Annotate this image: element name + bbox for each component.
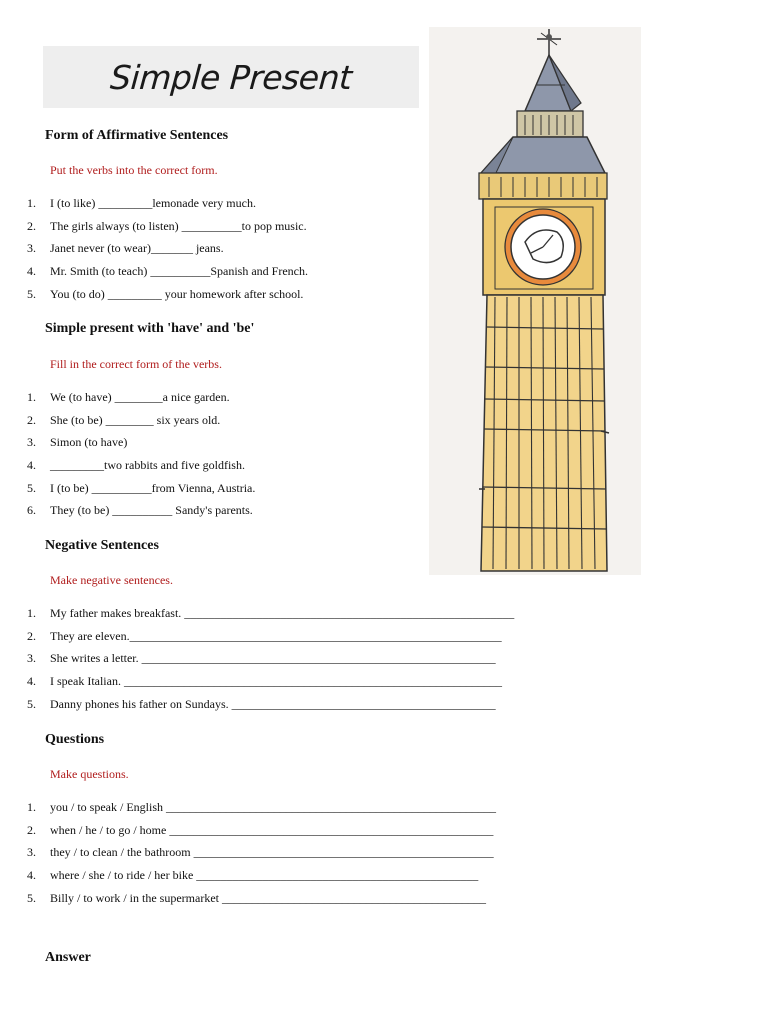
item-text: when / he / to go / home ______________________________________________________ (50, 822, 494, 837)
big-ben-icon (429, 27, 641, 575)
item-number: 4. (27, 458, 36, 473)
item-text: The girls always (to listen) __________to pop music. (50, 218, 307, 233)
item-text: _________two rabbits and five goldfish. (50, 458, 245, 473)
item-number: 5. (27, 480, 36, 495)
item-number: 4. (27, 868, 36, 883)
item-text: they / to clean / the bathroom __________________________________________________ (50, 845, 494, 860)
item-number: 6. (27, 503, 36, 518)
item-number: 3. (27, 651, 36, 666)
item-number: 3. (27, 435, 36, 450)
item-text: I (to be) __________from Vienna, Austria. (50, 480, 256, 495)
item-number: 4. (27, 264, 36, 279)
answer-heading: Answer (45, 950, 91, 965)
item-text: Mr. Smith (to teach) __________Spanish and French. (50, 264, 308, 279)
item-text: She writes a letter. ___________________________________________________________ (50, 651, 496, 666)
section-heading-questions: Questions (45, 732, 105, 747)
big-ben-illustration (429, 27, 641, 575)
item-number: 1. (27, 196, 36, 210)
item-text: You (to do) _________ your homework after school. (50, 286, 304, 301)
item-number: 4. (27, 674, 36, 689)
item-text: Danny phones his father on Sundays. ____________________________________________ (50, 696, 496, 711)
item-number: 3. (27, 241, 36, 256)
item-number: 1. (27, 800, 36, 814)
item-text: They are eleven.______________________________________________________________ (50, 628, 502, 643)
item-text: Billy / to work / in the supermarket ____________________________________________ (50, 890, 486, 905)
section-heading-negative: Negative Sentences (45, 538, 159, 553)
item-text: We (to have) ________a nice garden. (50, 390, 230, 404)
item-text: you / to speak / English _______________________________________________________ (50, 800, 496, 814)
item-text: Janet never (to wear)_______ jeans. (50, 241, 224, 256)
item-text: She (to be) ________ six years old. (50, 412, 221, 427)
section-instruction-have-be: Fill in the correct form of the verbs. (50, 357, 222, 371)
item-number: 2. (27, 822, 36, 837)
item-number: 2. (27, 218, 36, 233)
section-heading-affirmative: Form of Affirmative Sentences (45, 128, 229, 143)
section-instruction-affirmative: Put the verbs into the correct form. (50, 163, 218, 177)
section-instruction-questions: Make questions. (50, 767, 129, 781)
item-number: 3. (27, 845, 36, 860)
item-number: 5. (27, 696, 36, 711)
section-heading-have-be: Simple present with 'have' and 'be' (45, 321, 255, 336)
item-text: I speak Italian. _______________________________________________________________ (50, 674, 502, 689)
page-title: Simple Present (108, 57, 354, 97)
item-text: My father makes breakfast. _______________________________________________________ (50, 606, 515, 620)
item-text: I (to like) _________lemonade very much. (50, 196, 256, 210)
item-text: where / she / to ride / her bike _______________________________________________ (50, 868, 479, 883)
item-text: Simon (to have) (50, 435, 128, 450)
section-instruction-negative: Make negative sentences. (50, 573, 173, 587)
item-number: 5. (27, 890, 36, 905)
item-number: 2. (27, 412, 36, 427)
item-number: 1. (27, 390, 36, 404)
item-text: They (to be) __________ Sandy's parents. (50, 503, 253, 518)
title-banner (43, 46, 419, 108)
item-number: 1. (27, 606, 36, 620)
item-number: 2. (27, 628, 36, 643)
item-number: 5. (27, 286, 36, 301)
